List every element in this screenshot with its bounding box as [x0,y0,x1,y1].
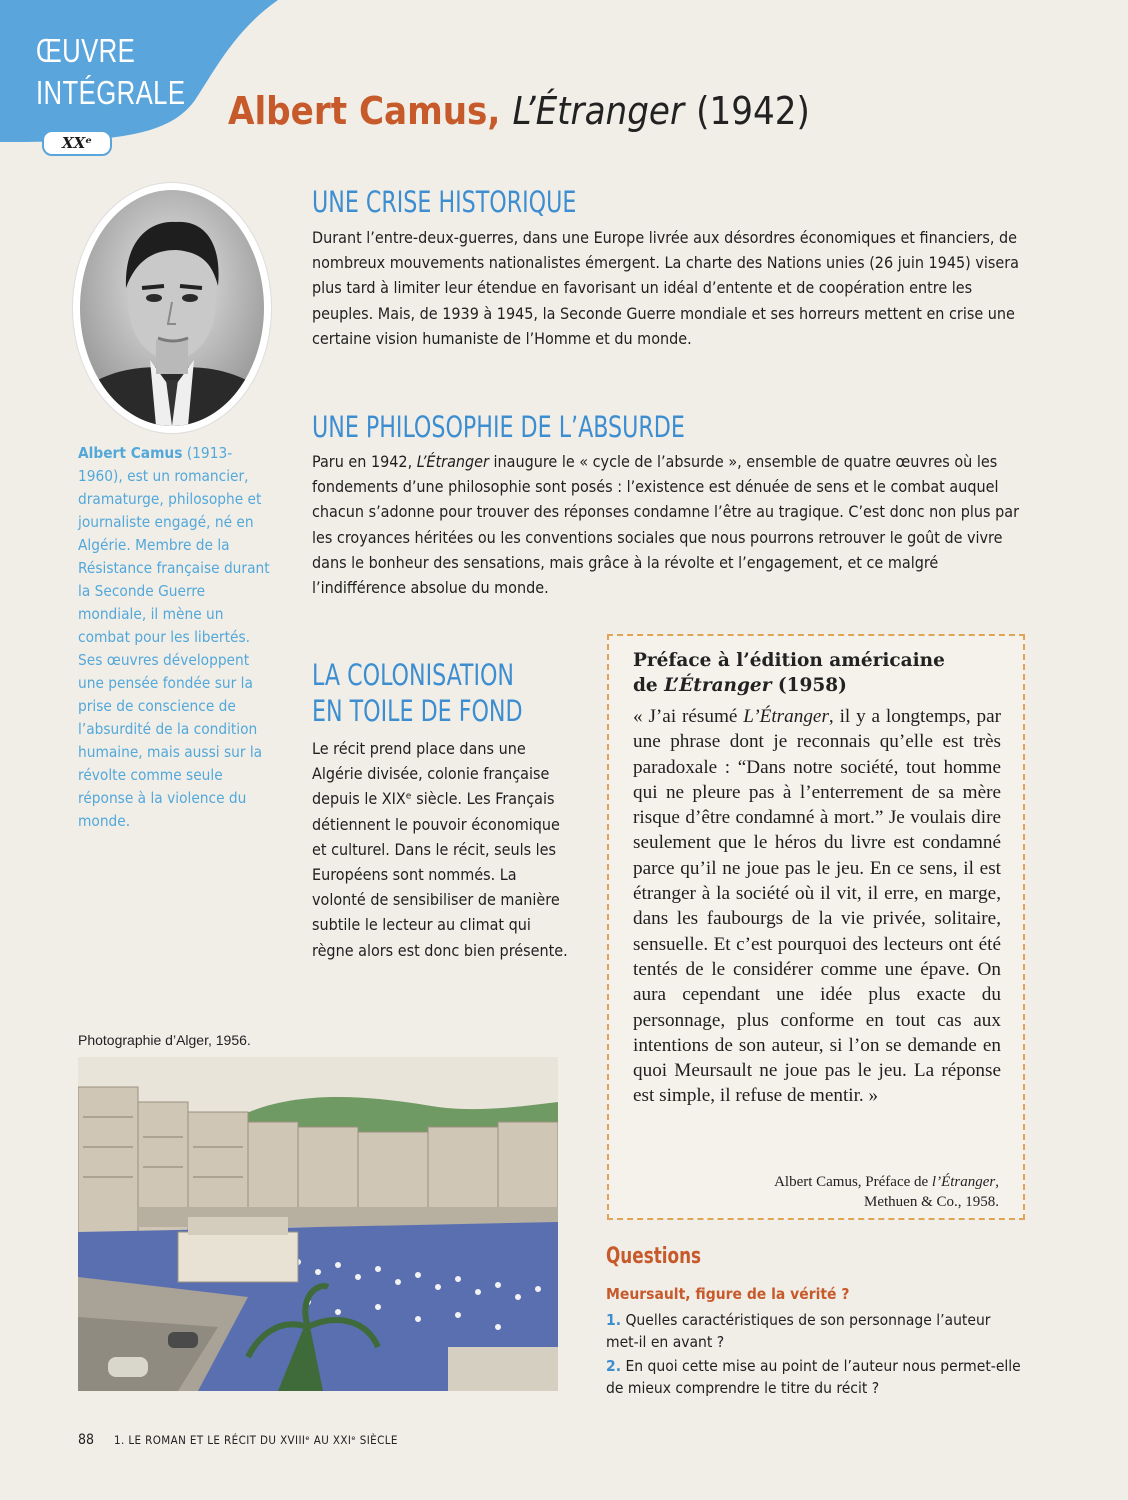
paragraph-colonisation [312,736,570,963]
page-footer [78,1432,398,1448]
paragraph-colonisation-text: Le récit prend place dans une Algérie divisée, colonie française depuis le XIXᵉ siècle. Les Français détiennent le pouvoir économique et culturel. Dans le récit, seuls les Européens sont nommés. La volonté de sensibiliser de manière subtile le lecteur au climat qui règne alors est donc bien présente. [312,739,568,960]
question-item [606,1309,1026,1353]
source-prefix: Albert Camus, Préface de [774,1174,932,1190]
title-year: (1942) [696,89,810,133]
question-text: Quelles caractéristiques de son personnage l’auteur met-il en avant ? [606,1311,991,1351]
absurde-text-before: Paru en 1942, [312,452,417,471]
paragraph-philosophie-absurde [312,449,1024,600]
question-text: En quoi cette mise au point de l’auteur nous permet-elle de mieux comprendre le titre du récit ? [606,1357,1021,1397]
photo-caption: Photographie d’Alger, 1956. [78,1032,251,1048]
preface-box [607,634,1025,1220]
preface-quote [633,704,1001,1109]
bio-name: Albert Camus [78,444,183,462]
heading-colonisation-line2: EN TOILE DE FOND [312,694,523,728]
page-number: 88 [78,1432,95,1448]
preface-title-work: L’Étranger [664,675,772,696]
paragraph-crise-text: Durant l’entre-deux-guerres, dans une Europe livrée aux désordres économiques et financiers, de nombreux mouvements nationalistes émergent. La charte des Nations unies (26 juin 1945) visera plus tard à limiter leur étendue en favorisant un idéal d’entente et de coopération entre les peuples. Mais, de 1939 à 1945, la Seconde Guerre mondiale et ses horreurs mettent en crise une certaine vision humaniste de l’Homme et du monde. [312,228,1019,348]
title-author: Albert Camus, [228,89,501,133]
quote-open: « J’ai résumé [633,706,744,727]
quote-work: L’Étranger [743,706,829,727]
corner-badge [0,0,290,160]
chapter-title: 1. LE ROMAN ET LE RÉCIT DU XVIIIᵉ AU XXIᵉ SIÈCLE [114,1433,398,1447]
questions-subheading: Meursault, figure de la vérité ? [606,1285,850,1303]
author-portrait [73,183,271,433]
preface-title-year: (1958) [771,675,847,696]
quote-rest: , il y a longtemps, par une phrase dont je reconnais qu’elle est très paradoxale : “Dans notre société, tout homme qui ne pleure pas à l’enterrement de sa mère risque d’être condamné à mort.” Je voulais dire seulement que le héros du livre est condamné parce qu’il ne joue pas le jeu. En ce sens, il est étranger à la société où il vit, il erre, en marge, dans les faubourgs de la vie privée, solitaire, sensuelle. Et c’est pourquoi des lecteurs ont été tentés de le considérer comme une épave. On aura cependant une idée plus exacte du personnage, plus conforme en tout cas aux intentions de son auteur, si l’on se demande en quoi Meursault ne joue pas le jeu. La réponse est simple, il refuse de mentir. » [633,706,1001,1107]
preface-source [774,1172,999,1212]
preface-title-de: de [633,675,665,696]
algiers-photo-image [78,1057,558,1391]
preface-title-line1: Préface à l’édition américaine [633,650,945,671]
source-work: l’Étranger [931,1174,996,1190]
paragraph-crise-historique [312,225,1024,351]
preface-title [633,648,1013,698]
question-number: 2. [606,1357,622,1375]
heading-crise-historique: UNE CRISE HISTORIQUE [312,185,577,219]
title-work: L’Étranger [512,89,685,133]
page-title [228,88,810,134]
source-publisher: Methuen & Co., 1958. [864,1194,999,1210]
heading-philosophie-absurde: UNE PHILOSOPHIE DE L’ABSURDE [312,410,685,444]
absurde-work-title: L’Étranger [416,452,489,471]
absurde-text-after: inaugure le « cycle de l’absurde », ensemble de quatre œuvres où les fondements d’une philosophie sont posés : l’existence est dénuée de sens et le combat auquel chacun s’adonne pour trouver des réponses condamne l’être au tragique. C’est donc non plus par les croyances héritées ou les conventions sociales que nous pourrons retrouver le goût de vivre dans le bonheur des sensations, mais grâce à la révolte et l’engagement, et ce malgré l’indifférence absolue du monde. [312,452,1019,598]
question-number: 1. [606,1311,622,1329]
question-item [606,1355,1026,1399]
corner-label-line2: INTÉGRALE [36,74,186,111]
century-badge: XXᵉ [42,130,112,156]
portrait-image [80,190,264,426]
questions-heading: Questions [606,1244,702,1269]
author-bio [78,442,270,833]
bio-text: (1913-1960), est un romancier, dramaturge, philosophe et journaliste engagé, né en Algérie. Membre de la Résistance française durant la Seconde Guerre mondiale, il mène un combat pour les libertés. Ses œuvres développent une pensée fondée sur la prise de conscience de l’absurdité de la condition humaine, mais aussi sur la révolte comme seule réponse à la violence du monde. [78,444,270,830]
corner-label-line1: ŒUVRE [36,32,136,69]
source-suffix: , [995,1174,999,1190]
heading-colonisation-line1: LA COLONISATION [312,658,515,692]
algiers-photo [78,1057,558,1391]
